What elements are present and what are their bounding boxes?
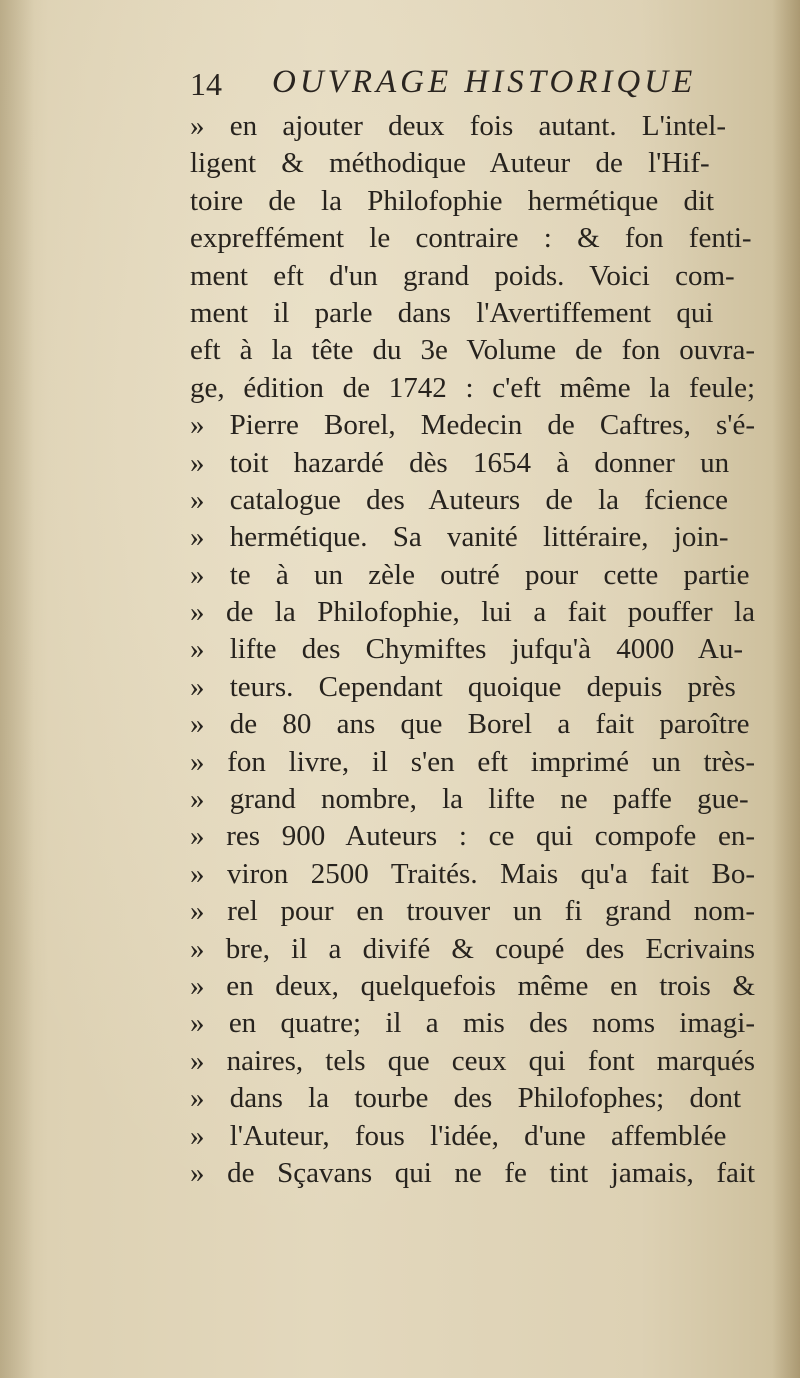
text-line: » de 80 ans que Borel a fait paroître — [190, 708, 750, 741]
text-line: ment eft d'un grand poids. Voici com- — [190, 259, 735, 292]
text-line: » l'Auteur, fous l'idée, d'une affemblée — [190, 1119, 727, 1152]
text-line: » en deux, quelquefois même en trois & — [190, 969, 755, 1002]
text-line: toire de la Philofophie hermétique dit — [190, 184, 715, 217]
running-head: OUVRAGE HISTORIQUE — [272, 64, 697, 100]
text-line: » Pierre Borel, Medecin de Caftres, s'é- — [190, 409, 755, 442]
text-line: » lifte des Chymiftes jufqu'à 4000 Au- — [190, 633, 743, 666]
text-line: » bre, il a divifé & coupé des Ecrivains — [190, 932, 755, 965]
text-line: ge, édition de 1742 : c'eft même la feule; — [190, 371, 755, 404]
text-line: » res 900 Auteurs : ce qui compofe en- — [190, 820, 755, 853]
text-line: ligent & méthodique Auteur de l'Hif- — [190, 147, 710, 180]
text-line: expreffément le contraire : & fon fenti- — [190, 222, 752, 255]
text-line: » viron 2500 Traités. Mais qu'a fait Bo- — [190, 857, 755, 890]
text-line: » fon livre, il s'en eft imprimé un très- — [190, 745, 755, 778]
text-line: » naires, tels que ceux qui font marqués — [190, 1044, 755, 1077]
text-line: » grand nombre, la lifte ne paffe gue- — [190, 783, 749, 816]
text-line: » te à un zèle outré pour cette partie — [190, 558, 750, 591]
text-line: » dans la tourbe des Philofophes; dont — [190, 1082, 742, 1115]
text-line: » toit hazardé dès 1654 à donner un — [190, 446, 730, 479]
page-header — [190, 62, 710, 102]
text-line: » hermétique. Sa vanité littéraire, join- — [190, 521, 729, 554]
text-line: ment il parle dans l'Avertiffement qui — [190, 296, 714, 329]
text-line: » de Sçavans qui ne fe tint jamais, fait — [190, 1156, 755, 1189]
text-line: » rel pour en trouver un fi grand nom- — [190, 895, 755, 928]
page-number: 14 — [190, 66, 222, 102]
text-line: » catalogue des Auteurs de la fcience — [190, 483, 728, 516]
text-line: » en ajouter deux fois autant. L'intel- — [190, 110, 727, 142]
text-line: » en quatre; il a mis des noms imagi- — [190, 1007, 755, 1040]
text-line: » teurs. Cependant quoique depuis près — [190, 670, 736, 703]
body-text — [190, 108, 770, 1192]
text-line: eft à la tête du 3e Volume de fon ouvra- — [190, 334, 755, 367]
text-line: » de la Philofophie, lui a fait pouffer la — [190, 596, 755, 629]
